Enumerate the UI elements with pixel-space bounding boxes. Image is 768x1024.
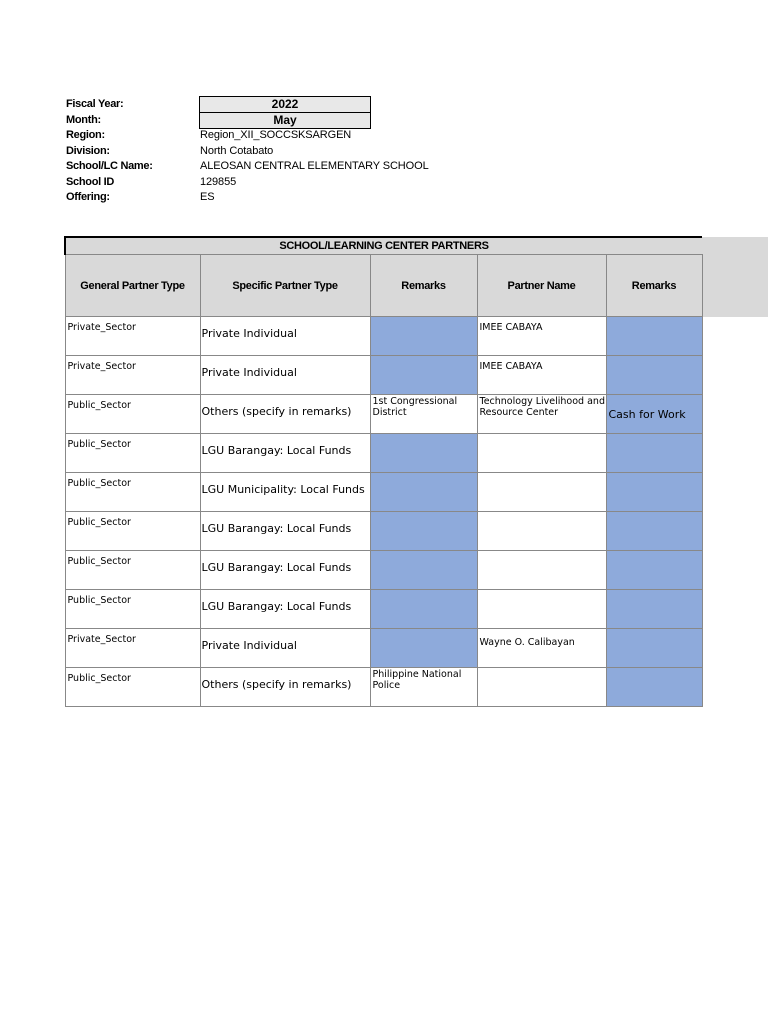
school-name-value: ALEOSAN CENTRAL ELEMENTARY SCHOOL <box>200 160 429 172</box>
specific-type-cell[interactable]: Private Individual <box>200 629 370 668</box>
remarks-cell[interactable] <box>370 356 477 395</box>
remarks-cell[interactable] <box>370 551 477 590</box>
remarks-2-cell[interactable]: Cash for Work <box>606 395 702 434</box>
specific-type-cell[interactable]: LGU Municipality: Local Funds <box>200 473 370 512</box>
general-type-cell[interactable]: Public_Sector <box>65 512 200 551</box>
remarks-2-cell[interactable] <box>606 317 702 356</box>
general-type-cell[interactable]: Public_Sector <box>65 590 200 629</box>
header-remarks-2: Remarks <box>606 255 702 317</box>
fiscal-year-value: 2022 <box>199 96 371 113</box>
general-type-cell[interactable]: Public_Sector <box>65 434 200 473</box>
header-remarks: Remarks <box>370 255 477 317</box>
offering-label: Offering: <box>66 191 110 203</box>
partner-name-cell[interactable]: IMEE CABAYA <box>477 317 606 356</box>
partner-name-cell[interactable] <box>477 668 606 707</box>
partner-name-cell[interactable] <box>477 551 606 590</box>
remarks-cell[interactable] <box>370 473 477 512</box>
general-type-cell[interactable]: Public_Sector <box>65 668 200 707</box>
remarks-2-cell[interactable] <box>606 590 702 629</box>
table-row <box>65 395 702 434</box>
general-type-cell[interactable]: Public_Sector <box>65 551 200 590</box>
specific-type-cell[interactable]: LGU Barangay: Local Funds <box>200 590 370 629</box>
table-row <box>65 473 702 512</box>
school-id-label: School ID <box>66 176 115 188</box>
remarks-cell[interactable] <box>370 512 477 551</box>
school-id-value: 129855 <box>200 176 237 188</box>
specific-type-cell[interactable]: Others (specify in remarks) <box>200 395 370 434</box>
month-value: May <box>199 112 371 129</box>
table-title: SCHOOL/LEARNING CENTER PARTNERS <box>65 237 702 255</box>
partner-name-cell[interactable]: Technology Livelihood and Resource Center <box>477 395 606 434</box>
remarks-2-cell[interactable] <box>606 434 702 473</box>
division-value: North Cotabato <box>200 145 274 157</box>
table-row <box>65 551 702 590</box>
remarks-cell[interactable] <box>370 629 477 668</box>
remarks-cell[interactable]: 1st Congressional District <box>370 395 477 434</box>
specific-type-cell[interactable]: Private Individual <box>200 317 370 356</box>
partners-table <box>64 236 703 707</box>
specific-type-cell[interactable]: Private Individual <box>200 356 370 395</box>
specific-type-cell[interactable]: LGU Barangay: Local Funds <box>200 551 370 590</box>
remarks-cell[interactable] <box>370 590 477 629</box>
header-gray-block <box>700 237 768 317</box>
specific-type-cell[interactable]: LGU Barangay: Local Funds <box>200 512 370 551</box>
header-general-partner-type: General Partner Type <box>65 255 200 317</box>
general-type-cell[interactable]: Public_Sector <box>65 473 200 512</box>
remarks-cell[interactable]: Philippine National Police <box>370 668 477 707</box>
remarks-cell[interactable] <box>370 317 477 356</box>
header-partner-name: Partner Name <box>477 255 606 317</box>
partner-name-cell[interactable]: Wayne O. Calibayan <box>477 629 606 668</box>
remarks-cell[interactable] <box>370 434 477 473</box>
division-label: Division: <box>66 145 110 157</box>
table-row <box>65 629 702 668</box>
remarks-2-cell[interactable] <box>606 512 702 551</box>
header-specific-partner-type: Specific Partner Type <box>200 255 370 317</box>
partners-table-wrap <box>64 236 703 707</box>
school-name-label: School/LC Name: <box>66 160 153 172</box>
partner-name-cell[interactable] <box>477 434 606 473</box>
table-row <box>65 356 702 395</box>
region-value: Region_XII_SOCCSKSARGEN <box>200 129 352 141</box>
remarks-2-cell[interactable] <box>606 356 702 395</box>
table-row <box>65 590 702 629</box>
table-header-row <box>65 255 702 317</box>
remarks-2-cell[interactable] <box>606 473 702 512</box>
partner-name-cell[interactable] <box>477 512 606 551</box>
general-type-cell[interactable]: Public_Sector <box>65 395 200 434</box>
general-type-cell[interactable]: Private_Sector <box>65 317 200 356</box>
partner-name-cell[interactable]: IMEE CABAYA <box>477 356 606 395</box>
remarks-2-cell[interactable] <box>606 668 702 707</box>
offering-value: ES <box>200 191 215 203</box>
partner-name-cell[interactable] <box>477 473 606 512</box>
region-label: Region: <box>66 129 105 141</box>
table-row <box>65 512 702 551</box>
remarks-2-cell[interactable] <box>606 551 702 590</box>
remarks-2-cell[interactable] <box>606 629 702 668</box>
table-body <box>65 317 702 707</box>
partner-name-cell[interactable] <box>477 590 606 629</box>
specific-type-cell[interactable]: LGU Barangay: Local Funds <box>200 434 370 473</box>
specific-type-cell[interactable]: Others (specify in remarks) <box>200 668 370 707</box>
table-row <box>65 668 702 707</box>
table-row <box>65 317 702 356</box>
table-row <box>65 434 702 473</box>
general-type-cell[interactable]: Private_Sector <box>65 356 200 395</box>
fiscal-year-label: Fiscal Year: <box>66 98 124 110</box>
month-label: Month: <box>66 114 101 126</box>
general-type-cell[interactable]: Private_Sector <box>65 629 200 668</box>
